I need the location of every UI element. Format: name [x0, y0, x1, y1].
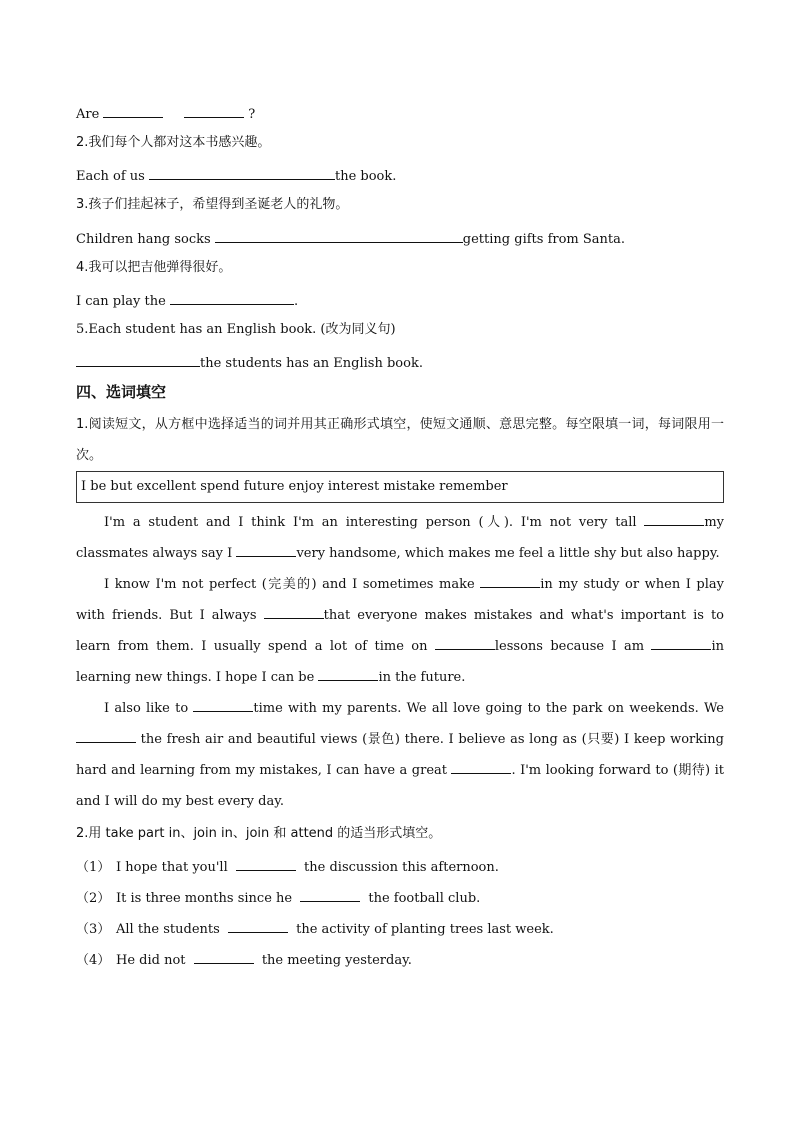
p3-text-d: . I'm looking forward to (期待) it and I will do my best every day.: [76, 763, 724, 809]
item-text-before: I hope that you'll: [116, 860, 228, 875]
q4-prompt: 4.我可以把吉他弹得很好。: [76, 260, 232, 275]
item-blank[interactable]: [300, 887, 360, 902]
q2-answer-line: [76, 165, 396, 186]
part2-item: [76, 918, 554, 939]
q3-answer-prefix: Children hang socks: [76, 232, 211, 247]
item-blank[interactable]: [236, 856, 296, 871]
q3-prompt: 3.孩子们挂起袜子，希望得到圣诞老人的礼物。: [76, 197, 349, 212]
q2-answer-prefix: Each of us: [76, 169, 145, 184]
q1-answer-suffix: ?: [248, 107, 256, 122]
q1-answer-line: [76, 103, 255, 124]
part2-item: [76, 887, 480, 908]
item-text-after: the activity of planting trees last week.: [296, 922, 554, 937]
q4-answer-prefix: I can play the: [76, 294, 166, 309]
q3-blank[interactable]: [215, 228, 463, 243]
section-heading: 四、选词填空: [76, 383, 167, 401]
p2-text-e: in learning new things. I hope I can be: [76, 639, 725, 685]
p2-text-c: that everyone makes mistakes and what's important is to learn from them. I usually spend a lot of time on: [76, 608, 725, 654]
passage-paragraph-2: [76, 569, 724, 693]
q3-answer-suffix: getting gifts from Santa.: [462, 232, 626, 247]
q4-answer-suffix: .: [293, 294, 299, 309]
p2-text-f: in the future.: [378, 670, 466, 685]
p3-text-c: the fresh air and beautiful views (景色) there. I believe as long as (只要) I keep working hard and learning from my mistakes, I can have a great: [76, 732, 724, 778]
passage-blank-6[interactable]: [651, 635, 711, 650]
item-text-before: All the students: [116, 922, 220, 937]
q5-blank[interactable]: [76, 352, 200, 367]
q1-answer-prefix: Are: [76, 107, 100, 122]
part2-item: [76, 856, 499, 877]
p3-text-b: time with my parents. We all love going to the park on weekends. We: [253, 701, 724, 716]
q3-answer-line: [76, 228, 625, 249]
item-text-before: It is three months since he: [116, 891, 293, 906]
q1-blank-2[interactable]: [184, 103, 244, 118]
passage-blank-3[interactable]: [480, 573, 540, 588]
p1-text-a: I'm a student and I think I'm an interesting person (人). I'm not very tall: [104, 515, 637, 530]
part2-instruction: 2.用 take part in、join in、join 和 attend 的适当形式填空。: [76, 826, 442, 841]
q5-prompt: 5.Each student has an English book. (改为同义句): [76, 322, 396, 337]
q4-blank[interactable]: [170, 290, 294, 305]
item-number: （3）: [76, 922, 111, 937]
item-text-after: the football club.: [368, 891, 481, 906]
word-box: I be but excellent spend future enjoy interest mistake remember: [76, 471, 724, 503]
part2-item: [76, 949, 412, 970]
q5-answer-suffix: the students has an English book.: [200, 356, 423, 371]
passage-blank-5[interactable]: [435, 635, 495, 650]
passage-paragraph-1: [76, 507, 724, 569]
q5-answer-line: [76, 352, 423, 373]
passage-blank-10[interactable]: [451, 759, 511, 774]
item-text-after: the discussion this afternoon.: [304, 860, 499, 875]
item-blank[interactable]: [194, 949, 254, 964]
item-number: （2）: [76, 891, 111, 906]
p1-text-b: my classmates always say I: [76, 515, 724, 561]
passage-blank-7[interactable]: [318, 666, 378, 681]
p2-text-d: lessons because I am: [494, 639, 645, 654]
q4-answer-line: [76, 290, 298, 311]
section-instruction: 1.阅读短文，从方框中选择适当的词并用其正确形式填空，使短文通顺、意思完整。每空限填一词，每词限用一次。: [76, 417, 724, 463]
passage-paragraph-3: [76, 693, 724, 817]
passage-blank-1[interactable]: [644, 511, 704, 526]
q2-answer-suffix: the book.: [334, 169, 397, 184]
passage-blank-4[interactable]: [264, 604, 324, 619]
passage-blank-2[interactable]: [236, 542, 296, 557]
item-text-before: He did not: [116, 953, 186, 968]
item-text-after: the meeting yesterday.: [261, 953, 412, 968]
item-number: （4）: [76, 953, 111, 968]
item-number: （1）: [76, 860, 111, 875]
q1-blank-1[interactable]: [103, 103, 163, 118]
q2-blank[interactable]: [149, 165, 335, 180]
p3-text-a: I also like to: [104, 701, 189, 716]
q2-prompt: 2.我们每个人都对这本书感兴趣。: [76, 135, 271, 150]
passage-blank-9[interactable]: [76, 728, 136, 743]
item-blank[interactable]: [228, 918, 288, 933]
p1-text-c: very handsome, which makes me feel a little shy but also happy.: [296, 546, 720, 561]
p2-text-b: in my study or when I play with friends. But I always: [76, 577, 725, 623]
p2-text-a: I know I'm not perfect (完美的) and I sometimes make: [104, 577, 475, 592]
passage-blank-8[interactable]: [193, 697, 253, 712]
